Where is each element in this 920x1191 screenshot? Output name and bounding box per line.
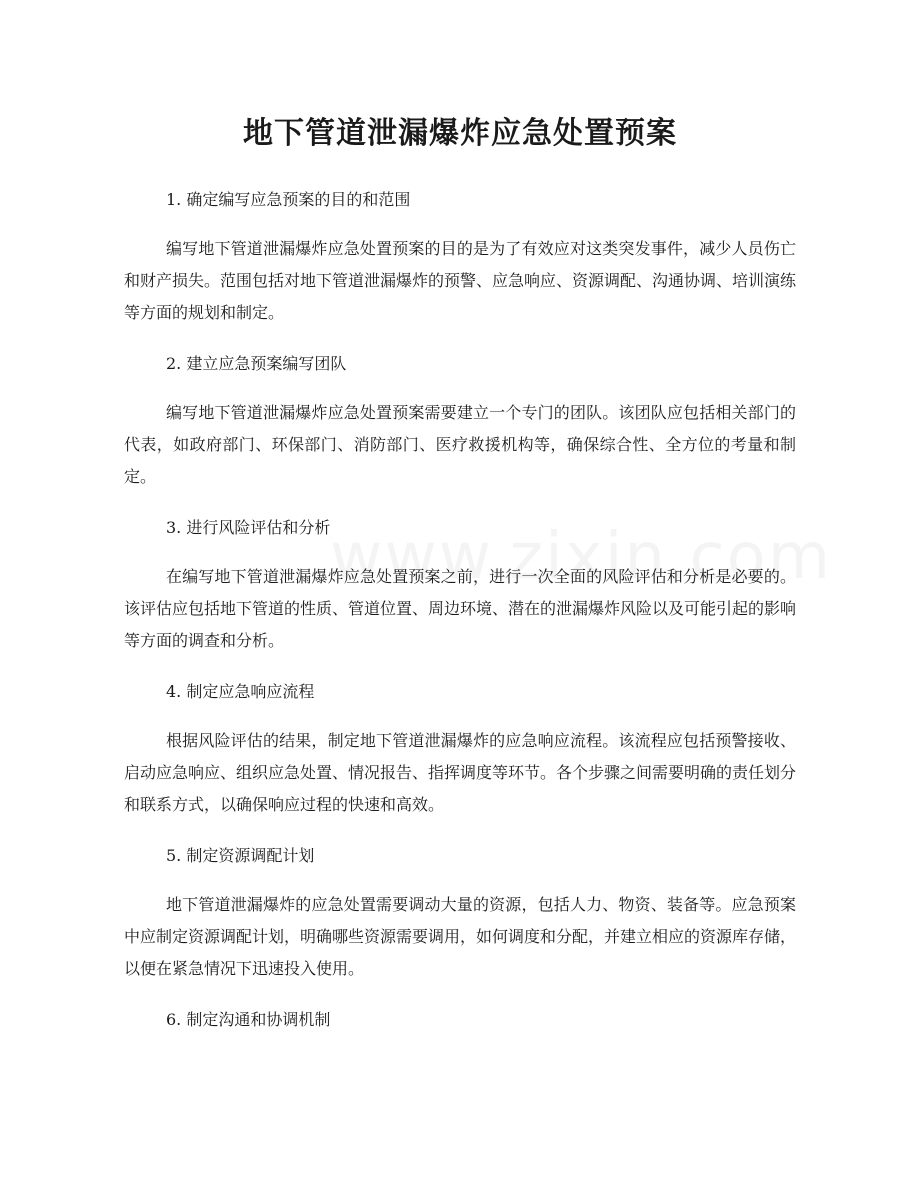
section-paragraph: 编写地下管道泄漏爆炸应急处置预案需要建立一个专门的团队。该团队应包括相关部门的代表，如政府部门、环保部门、消防部门、医疗救援机构等，确保综合性、全方位的考量和制定。: [124, 403, 796, 486]
section-paragraph: 地下管道泄漏爆炸的应急处置需要调动大量的资源，包括人力、物资、装备等。应急预案中应制定资源调配计划，明确哪些资源需要调用，如何调度和分配，并建立相应的资源库存储，以便在紧急情况下迅速投入使用。: [124, 895, 797, 978]
document-body: [124, 186, 796, 1053]
section-heading: 5. 制定资源调配计划: [166, 846, 315, 865]
section-paragraph: 在编写地下管道泄漏爆炸应急处置预案之前，进行一次全面的风险评估和分析是必要的。该评估应包括地下管道的性质、管道位置、周边环境、潜在的泄漏爆炸风险以及可能引起的影响等方面的调查和分析。: [124, 567, 797, 650]
section-paragraph: 编写地下管道泄漏爆炸应急处置预案的目的是为了有效应对这类突发事件，减少人员伤亡和财产损失。范围包括对地下管道泄漏爆炸的预警、应急响应、资源调配、沟通协调、培训演练等方面的规划和制定。: [124, 239, 797, 322]
section-heading: 6. 制定沟通和协调机制: [166, 1010, 331, 1029]
section-paragraph: 根据风险评估的结果，制定地下管道泄漏爆炸的应急响应流程。该流程应包括预警接收、启动应急响应、组织应急处置、情况报告、指挥调度等环节。各个步骤之间需要明确的责任划分和联系方式，以确保响应过程的快速和高效。: [124, 731, 797, 814]
document-title: 地下管道泄漏爆炸应急处置预案: [243, 116, 677, 151]
section-heading: 3. 进行风险评估和分析: [166, 518, 331, 537]
section-heading: 2. 建立应急预案编写团队: [166, 354, 347, 373]
section-heading: 1. 确定编写应急预案的目的和范围: [166, 190, 411, 209]
section-heading: 4. 制定应急响应流程: [166, 682, 315, 701]
